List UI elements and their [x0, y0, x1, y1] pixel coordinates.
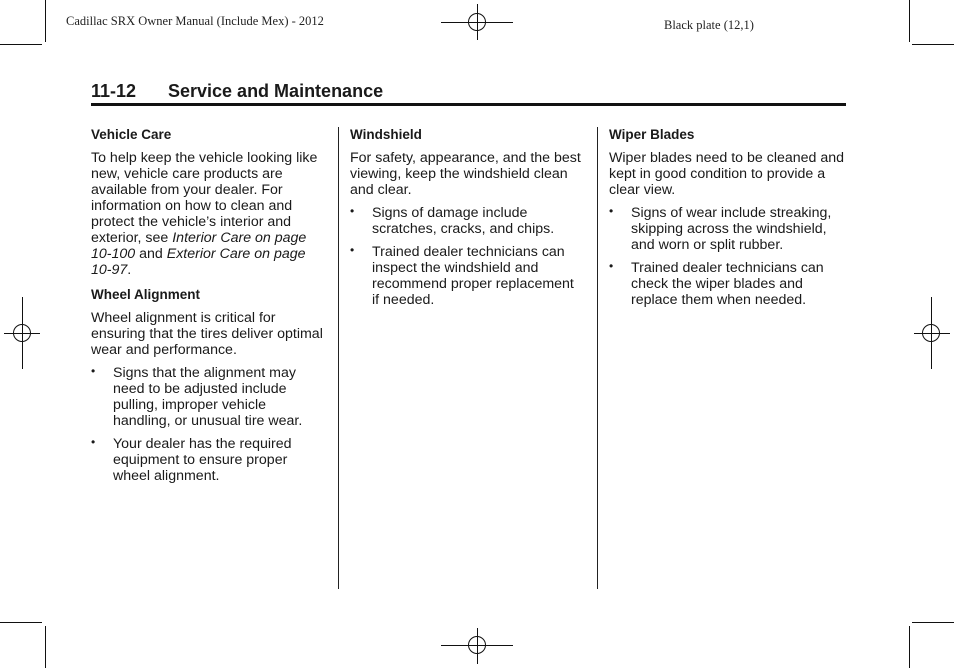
crop-mark: [909, 626, 910, 668]
heading-wiper-blades: Wiper Blades: [609, 127, 695, 142]
list-item: • Trained dealer technicians can check the wiper blades and replace them when needed.: [609, 260, 846, 308]
vehicle-care-text: To help keep the vehicle looking like new, vehicle care products are available from your dealer. For information on how to clean and protect the vehicle’s interior and exterior, see: [91, 150, 318, 246]
document-title: Cadillac SRX Owner Manual (Include Mex) - 2012: [66, 14, 324, 28]
section-title: Service and Maintenance: [168, 81, 384, 101]
wheel-alignment-list: [91, 365, 323, 484]
vehicle-care-paragraph: [91, 150, 323, 278]
interior-care-link[interactable]: Interior Care on page 10-100: [91, 230, 307, 262]
wiper-blades-paragraph: Wiper blades need to be cleaned and kept in good condition to provide a clear view.: [609, 150, 845, 198]
list-item: • Signs of wear include streaking, skipping across the windshield, and worn or split rubber.: [609, 205, 846, 253]
registration-circle-icon: [468, 636, 486, 654]
windshield-list: [350, 205, 582, 308]
crop-mark: [912, 44, 954, 45]
list-item: • Your dealer has the required equipment to ensure proper wheel alignment.: [91, 436, 323, 484]
heading-vehicle-care: Vehicle Care: [91, 127, 172, 142]
crop-mark: [909, 0, 910, 42]
registration-circle-icon: [922, 324, 940, 342]
plate-label: Black plate (12,1): [664, 18, 754, 32]
column-divider: [338, 127, 339, 589]
column-middle: [350, 127, 582, 315]
column-right: [609, 127, 846, 315]
list-item: • Trained dealer technicians can inspect the windshield and recommend proper replacement if needed.: [350, 244, 582, 308]
period-text: .: [127, 262, 132, 278]
registration-circle-icon: [13, 324, 31, 342]
exterior-care-link[interactable]: Exterior Care on page 10-97: [91, 246, 306, 278]
heading-windshield: Windshield: [350, 127, 422, 142]
conjunction-text: and: [135, 246, 167, 262]
page-number: 11-12: [91, 81, 137, 101]
crop-mark: [0, 44, 42, 45]
wheel-alignment-paragraph: Wheel alignment is critical for ensuring that the tires deliver optimal wear and performance.: [91, 310, 323, 358]
wiper-blades-list: [609, 205, 846, 308]
crop-mark: [45, 0, 46, 42]
column-left: [91, 127, 323, 491]
registration-circle-icon: [468, 13, 486, 31]
windshield-paragraph: For safety, appearance, and the best viewing, keep the windshield clean and clear.: [350, 150, 581, 198]
crop-mark: [912, 622, 954, 623]
list-item: • Signs that the alignment may need to be adjusted include pulling, improper vehicle handling, or unusual tire wear.: [91, 365, 323, 429]
list-item: • Signs of damage include scratches, cracks, and chips.: [350, 205, 582, 237]
column-divider: [597, 127, 598, 589]
crop-mark: [45, 626, 46, 668]
crop-mark: [0, 622, 42, 623]
heading-wheel-alignment: Wheel Alignment: [91, 287, 201, 302]
page-heading: [91, 80, 846, 106]
